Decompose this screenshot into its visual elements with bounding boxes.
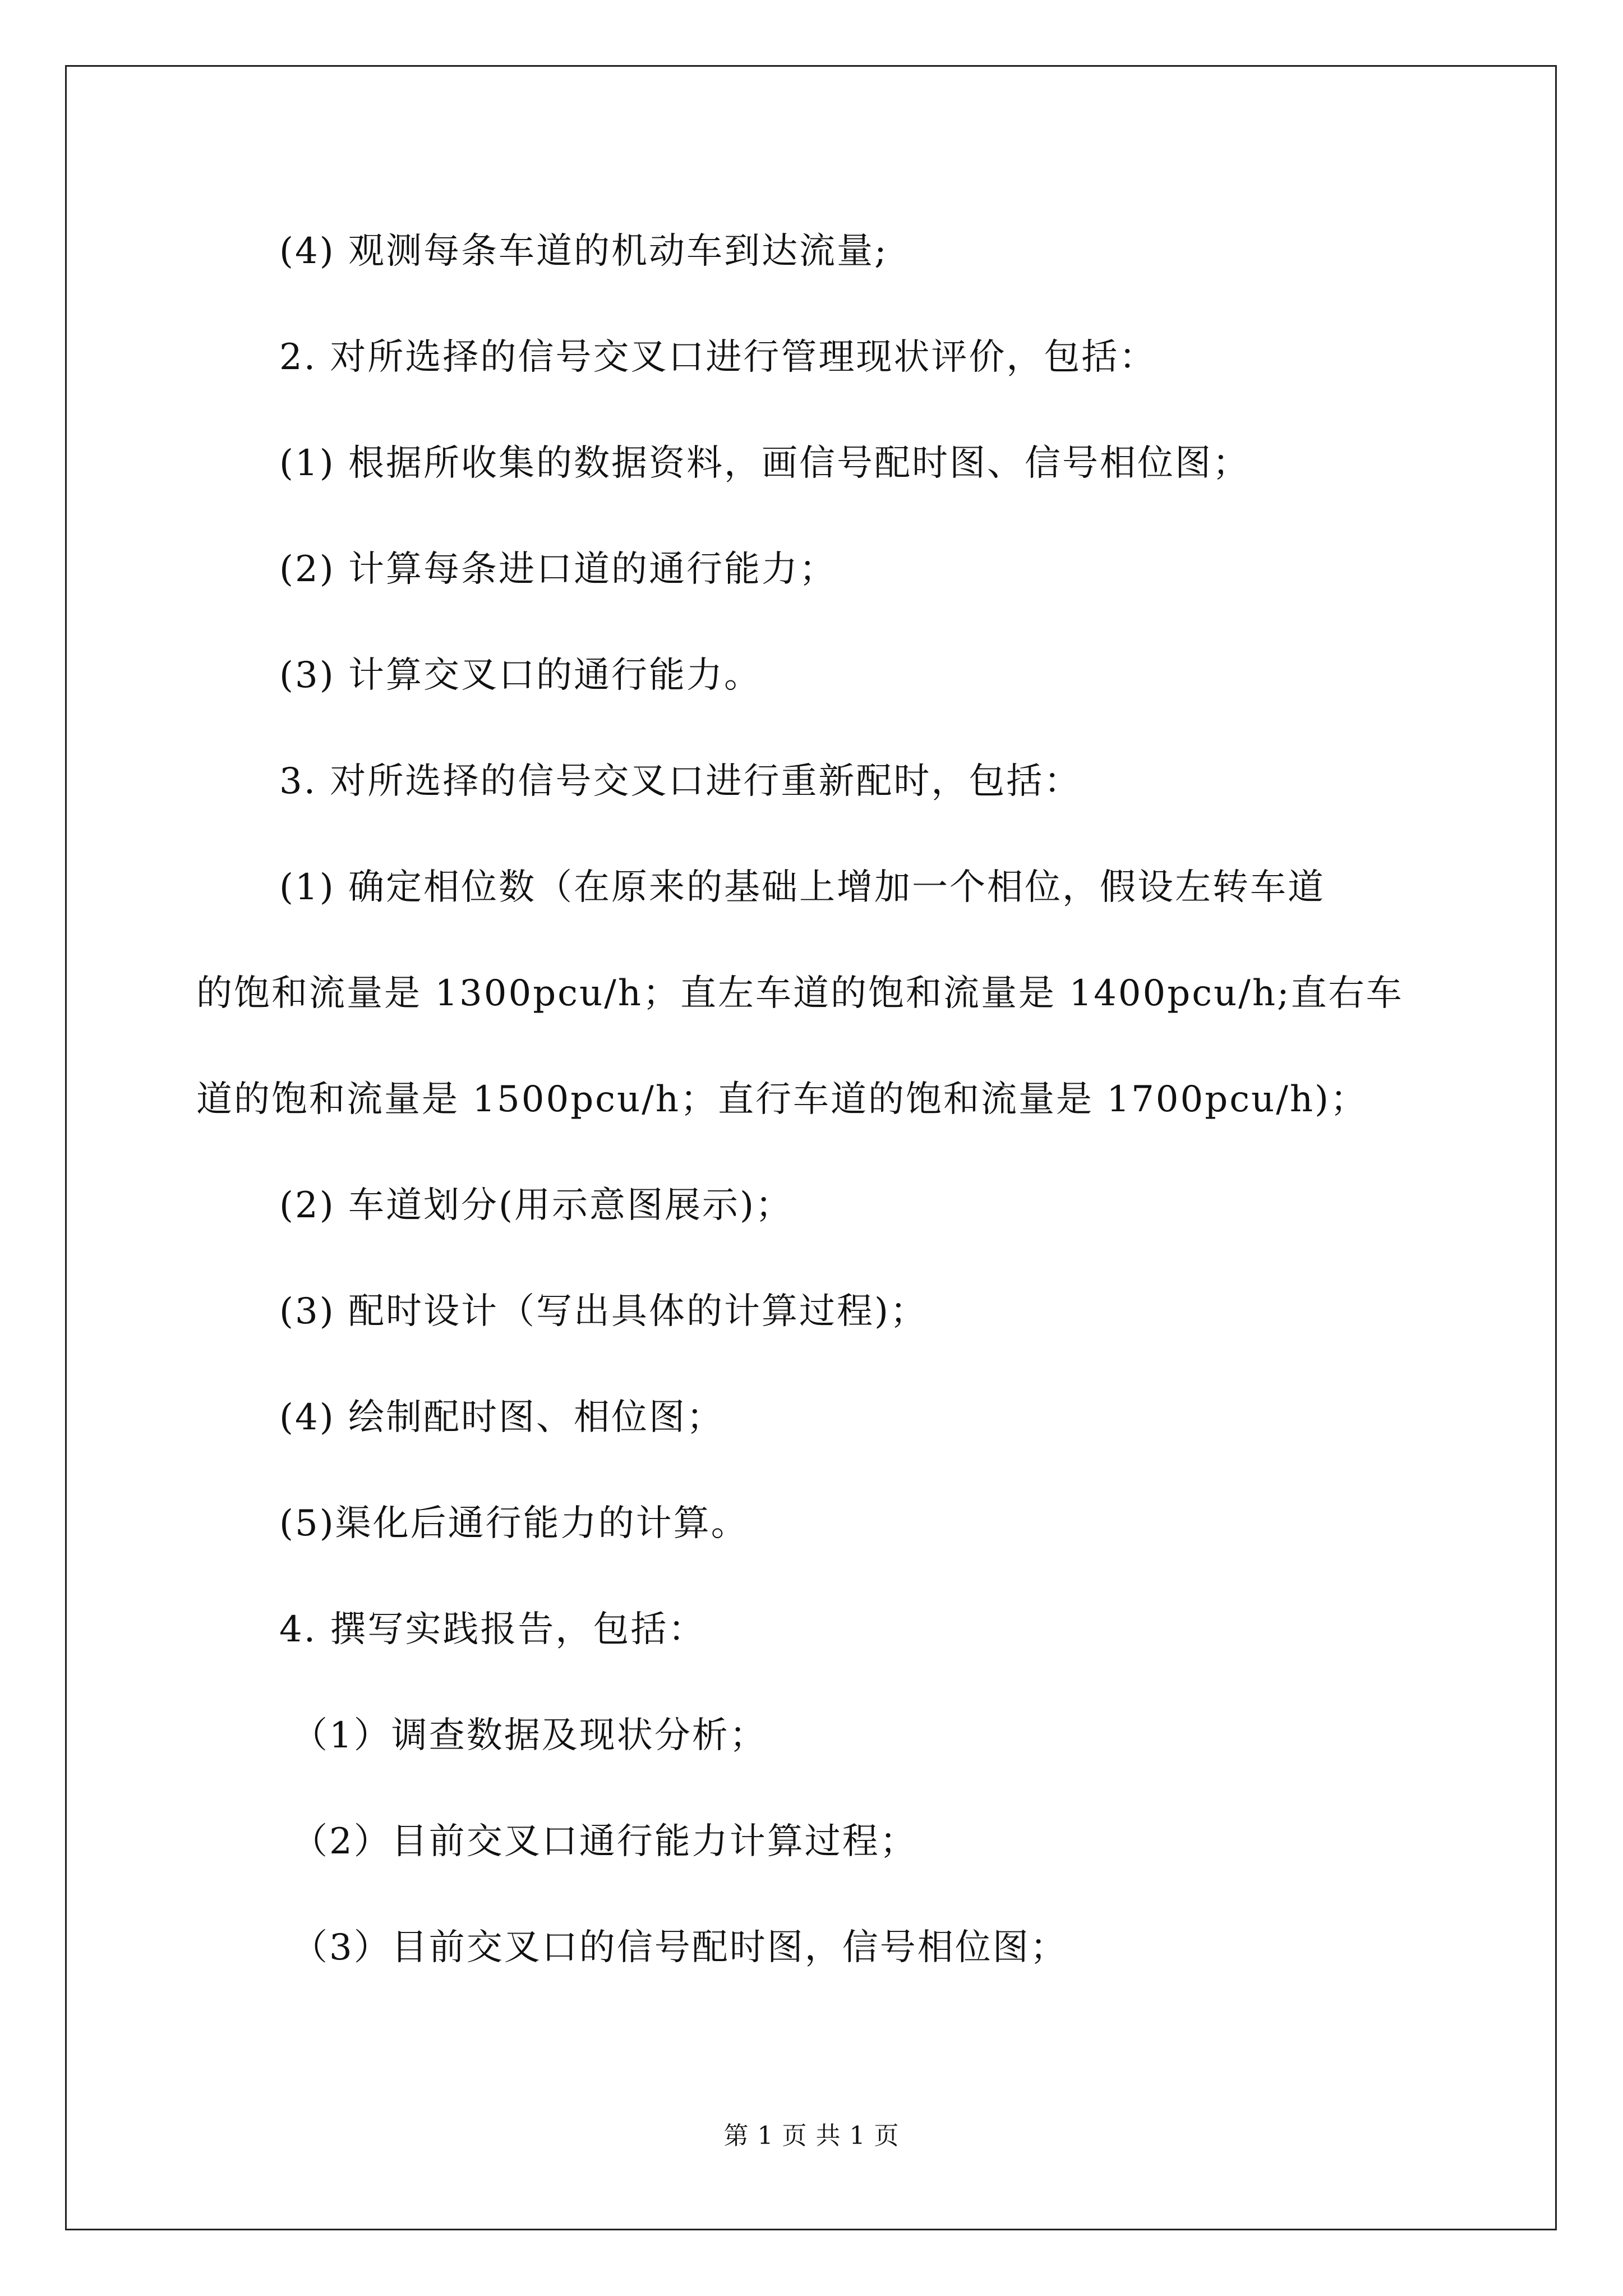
text-line: (1) 根据所收集的数据资料，画信号配时图、信号相位图； bbox=[279, 443, 1250, 484]
text-line: （3）目前交叉口的信号配时图，信号相位图； bbox=[292, 1927, 1068, 1968]
text-line: （1）调查数据及现状分析； bbox=[292, 1715, 767, 1756]
text-line: （2）目前交叉口通行能力计算过程； bbox=[292, 1821, 917, 1862]
text-line: 道的饱和流量是 1500pcu/h；直行车道的饱和流量是 1700pcu/h)； bbox=[196, 1079, 1368, 1120]
text-line: (1) 确定相位数（在原来的基础上增加一个相位，假设左转车道 bbox=[279, 867, 1325, 908]
page-footer: 第 1 页 共 1 页 bbox=[723, 2122, 900, 2150]
text-line: 3. 对所选择的信号交叉口进行重新配时，包括： bbox=[279, 761, 1082, 802]
text-line: (3) 计算交叉口的通行能力。 bbox=[279, 655, 762, 696]
page-border bbox=[65, 65, 1557, 2230]
text-line: (4) 观测每条车道的机动车到达流量; bbox=[279, 231, 888, 272]
text-line: 2. 对所选择的信号交叉口进行管理现状评价，包括： bbox=[279, 337, 1157, 378]
text-line: (3) 配时设计（写出具体的计算过程)； bbox=[279, 1291, 928, 1332]
text-line: (2) 计算每条进口道的通行能力； bbox=[279, 549, 837, 590]
text-line: (4) 绘制配时图、相位图； bbox=[279, 1397, 724, 1438]
text-line: (2) 车道划分(用示意图展示)； bbox=[279, 1185, 793, 1226]
text-line: 的饱和流量是 1300pcu/h；直左车道的饱和流量是 1400pcu/h;直右车 bbox=[196, 973, 1404, 1014]
text-line: (5)渠化后通行能力的计算。 bbox=[279, 1503, 749, 1544]
text-line: 4. 撰写实践报告，包括： bbox=[279, 1609, 706, 1650]
